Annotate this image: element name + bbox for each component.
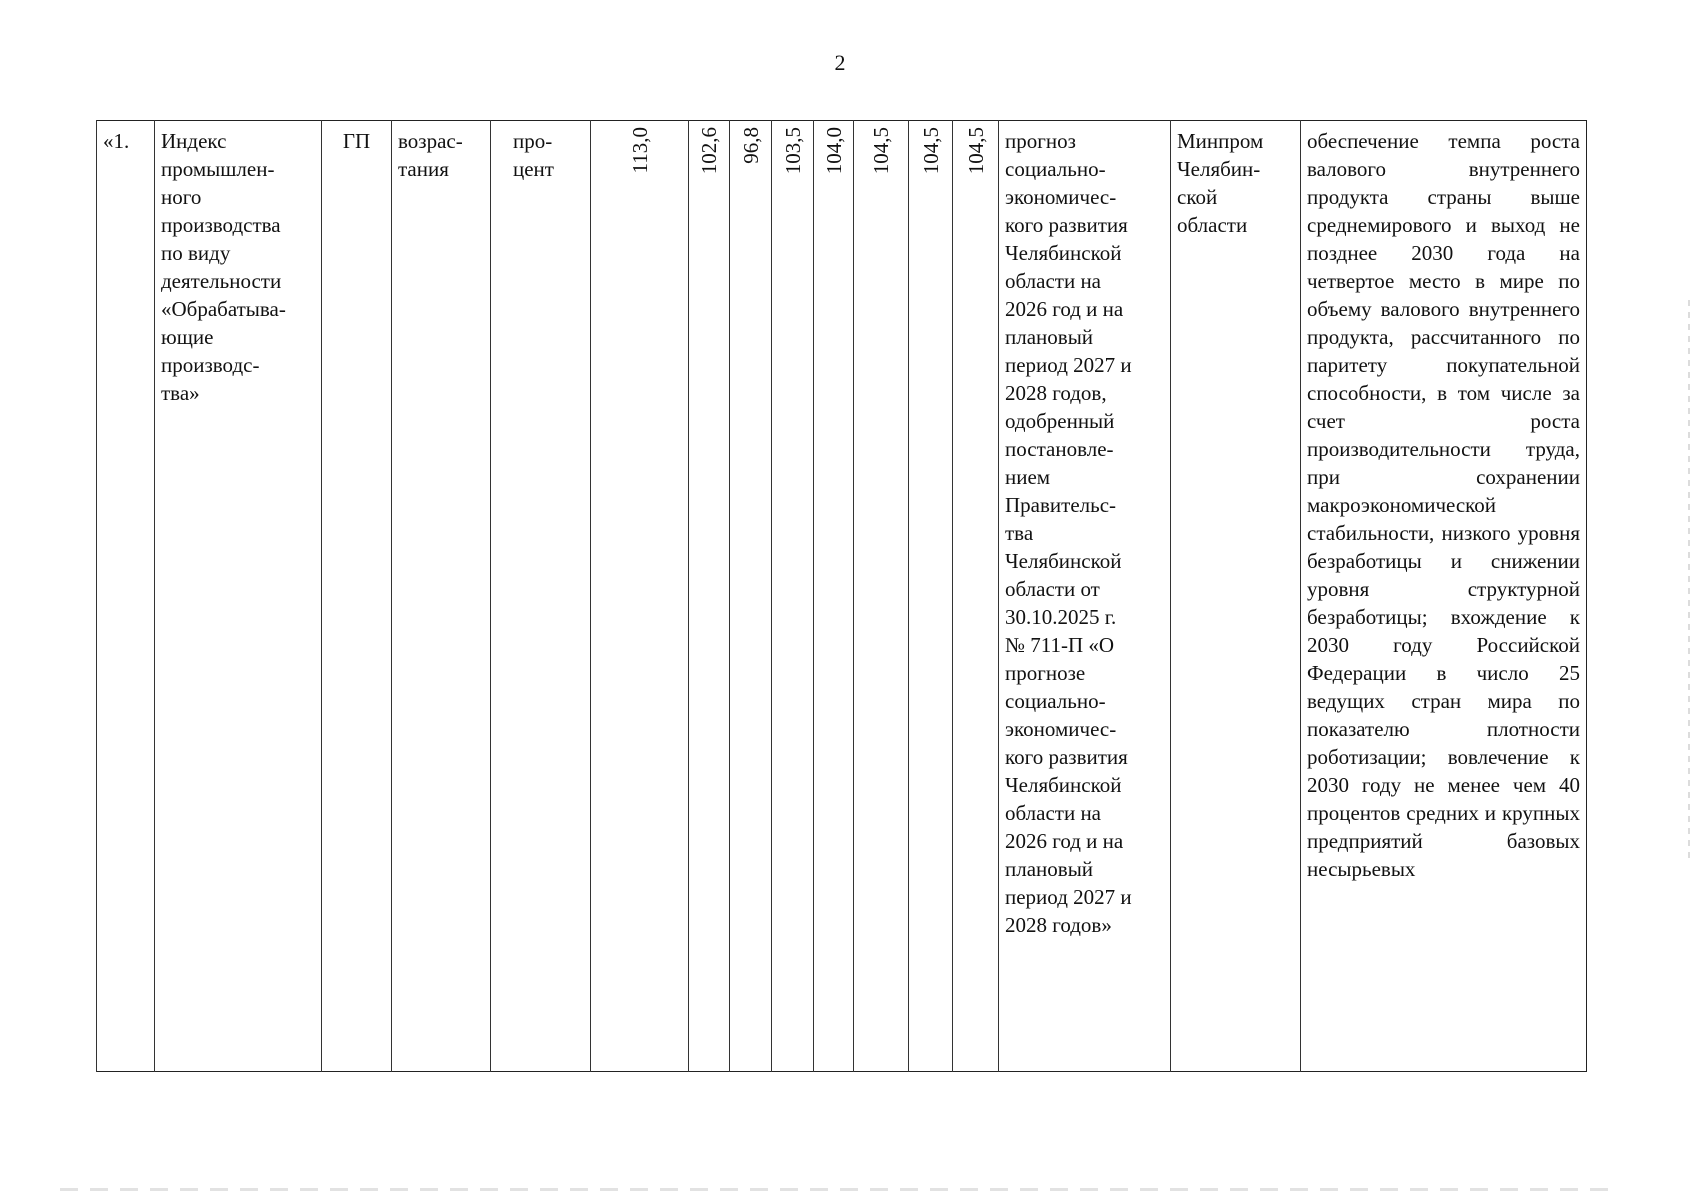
value-cell-4 xyxy=(814,121,854,1072)
indicator-name-cell xyxy=(155,121,322,1072)
level-cell xyxy=(322,121,392,1072)
national-goal-text: обеспечение темпа роста валового внутреннего продукта страны выше среднемирового и выход не позднее 2030 года на четвертое место в мире по объему валового внутреннего продукта, рассчитанного по паритету покупательной способности, в том числе за счет роста производительности труда, при сохранении макроэкономической стабильности, низкого уровня безработицы и снижении уровня структурной безработицы; вхождение к 2030 году Российской Федерации в число 25 ведущих стран мира по показателю плотности роботизации; вовлечение к 2030 году не менее чем 40 процентов средних и крупных предприятий базовых несырьевых xyxy=(1307,129,1580,881)
page-number: 2 xyxy=(834,50,846,75)
value-4: 104,0 xyxy=(821,127,846,175)
source-document: прогноз социально- экономичес- кого развития Челябинской области на 2026 год и на плановый период 2027 и 2028 годов, одобренный постановле- нием Правительс- тва Челябинской области от 30.10.2025 г. № 711-П «О прогнозе социально- экономичес- кого развития Челябинской области на 2026 год и на плановый период 2027 и 2028 годов» xyxy=(1005,129,1132,937)
value-base: 113,0 xyxy=(627,127,652,174)
goal-cell xyxy=(1301,121,1587,1072)
responsible-body: Минпром Челябин- ской области xyxy=(1177,129,1264,237)
row-number-cell xyxy=(97,121,155,1072)
value-3: 103,5 xyxy=(780,127,805,175)
indicator-trend: возрас- тания xyxy=(398,129,463,181)
value-5: 104,5 xyxy=(869,127,893,175)
value-7: 104,5 xyxy=(963,127,988,175)
value-2: 96,8 xyxy=(738,127,763,164)
value-cell-7 xyxy=(953,121,999,1072)
scan-bottom-mark xyxy=(60,1188,1620,1191)
measure-unit: про- цент xyxy=(513,129,554,181)
trend-cell xyxy=(392,121,491,1072)
table-row xyxy=(97,121,1587,1072)
indicator-name: Индекс промышлен- ного производства по виду деятельности «Обрабатыва- ющие производс- тва» xyxy=(161,129,286,405)
source-document-cell xyxy=(999,121,1171,1072)
indicator-level: ГП xyxy=(342,129,371,153)
value-cell-5 xyxy=(854,121,909,1072)
unit-cell xyxy=(491,121,591,1072)
row-number: «1. xyxy=(103,129,130,153)
indicator-table xyxy=(96,120,1587,1072)
value-6: 104,5 xyxy=(918,127,943,175)
responsible-cell xyxy=(1171,121,1301,1072)
value-cell-3 xyxy=(772,121,814,1072)
value-cell-2 xyxy=(730,121,772,1072)
value-1: 102,6 xyxy=(697,127,721,175)
value-cell-base xyxy=(591,121,689,1072)
scan-edge-mark xyxy=(1688,300,1690,860)
value-cell-6 xyxy=(909,121,953,1072)
value-cell-1 xyxy=(689,121,730,1072)
